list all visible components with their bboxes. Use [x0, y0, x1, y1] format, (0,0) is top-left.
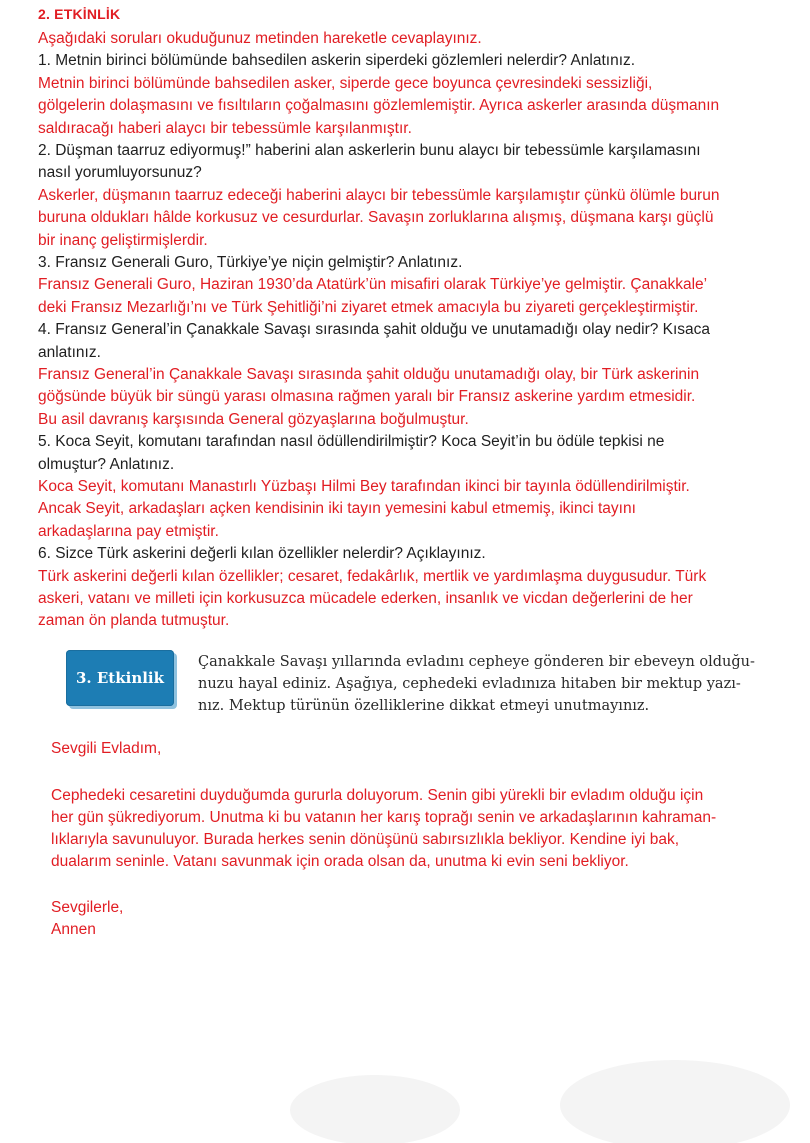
answer-line: gölgelerin dolaşmasını ve fısıltıların çoğalmasını gözlemlemiştir. Ayrıca askerler arasında düşmanın	[38, 97, 720, 115]
background-smudge	[290, 1075, 460, 1143]
answer-line: arkadaşlarına pay etmiştir.	[38, 522, 219, 540]
answer-line: Metnin birinci bölümünde bahsedilen asker, siperde gece boyunca çevresindeki sessizliği,	[38, 74, 653, 92]
answer-line: Bu asil davranış karşısında General gözyaşlarına boğulmuştur.	[38, 410, 469, 428]
letter-body-line: lıklarıyla savunuluyor. Burada herkes senin dönüşünü sabırsızlıkla bekliyor. Kendine iyi bak,	[51, 831, 680, 848]
question-line: 1. Metnin birinci bölümünde bahsedilen askerin siperdeki gözlemleri nelerdir? Anlatınız.	[38, 52, 636, 70]
activity-2-heading: 2. ETKİNLİK	[38, 6, 121, 22]
question-line: anlatınız.	[38, 343, 101, 361]
letter-body-line: Cephedeki cesaretini duyduğumda gururla doluyorum. Senin gibi yürekli bir evladım olduğu için	[51, 787, 704, 804]
answer-line: Türk askerini değerli kılan özellikler; cesaret, fedakârlık, mertlik ve yardımlaşma duygusudur. Türk	[38, 567, 707, 585]
question-line: 3. Fransız Generali Guro, Türkiye’ye niçin gelmiştir? Anlatınız.	[38, 254, 463, 271]
letter-closing: Sevgilerle,	[51, 899, 124, 916]
answer-line: Fransız General’in Çanakkale Savaşı sırasında şahit olduğu unutamadığı olay, bir Türk askerinin	[38, 366, 700, 383]
letter-body-line: dualarım seninle. Vatanı savunmak için orada olsan da, unutma ki evin seni bekliyor.	[51, 853, 629, 870]
answer-line: bir inanç geliştirmişlerdir.	[38, 231, 208, 249]
answer-line: Koca Seyit, komutanı Manastırlı Yüzbaşı Hilmi Bey tarafından ikinci bir tayınla ödüllendirilmiştir.	[38, 478, 690, 495]
answer-line: Ancak Seyit, arkadaşları açken kendisinin iki tayın yemesini kabul etmemiş, ikinci tayını	[38, 500, 636, 518]
letter-salutation: Sevgili Evladım,	[51, 740, 162, 757]
answer-line: deki Fransız Mezarlığı’nı ve Türk Şehitliği’ni ziyaret etmek amacıyla bu ziyareti gerçekleştirmiştir.	[38, 298, 699, 316]
answer-line: saldıracağı haberi alaycı bir tebessümle karşılanmıştır.	[38, 119, 412, 137]
question-line: nasıl yorumluyorsunuz?	[38, 164, 202, 182]
background-smudge	[560, 1060, 790, 1143]
activity-3-instruction-line: nız. Mektup türünün özelliklerine dikkat etmeyi unutmayınız.	[198, 698, 650, 714]
letter-signature: Annen	[51, 921, 96, 938]
question-line: 5. Koca Seyit, komutanı tarafından nasıl ödüllendirilmiştir? Koca Seyit’in bu ödüle tepkisi ne	[38, 433, 665, 451]
question-line: olmuştur? Anlatınız.	[38, 455, 175, 473]
question-line: 4. Fransız General’in Çanakkale Savaşı sırasında şahit olduğu ve unutamadığı olay nedir? Kısaca	[38, 321, 711, 339]
answer-line: askeri, vatanı ve milleti için korkusuzca mücadele ederken, insanlık ve vicdan değerlerini de her	[38, 590, 693, 607]
question-line: 6. Sizce Türk askerini değerli kılan özellikler nelerdir? Açıklayınız.	[38, 545, 486, 563]
answer-line: Aşağıdaki soruları okuduğunuz metinden hareketle cevaplayınız.	[38, 30, 482, 47]
answer-line: zaman ön planda tutmuştur.	[38, 612, 230, 630]
activity-3-instruction-line: nuzu hayal ediniz. Aşağıya, cephedeki evladınıza hitaben bir mektup yazı-	[198, 676, 741, 692]
answer-line: Askerler, düşmanın taarruz edeceği haberini alaycı bir tebessümle karşılamıştır çünkü ölümle burun	[38, 186, 720, 204]
activity-3-badge: 3. Etkinlik	[66, 650, 174, 706]
activity-3-instruction-line: Çanakkale Savaşı yıllarında evladını cepheye gönderen bir ebeveyn olduğu-	[198, 654, 755, 670]
question-line: 2. Düşman taarruz ediyormuş!” haberini alan askerlerin bunu alaycı bir tebessümle karşılamasını	[38, 142, 701, 159]
answer-line: göğsünde büyük bir süngü yarası olmasına rağmen yaralı bir Fransız askerine yardım etmesidir.	[38, 388, 696, 406]
answer-line: Fransız Generali Guro, Haziran 1930’da Atatürk’ün misafiri olarak Türkiye’ye gelmiştir. Çanakkale’	[38, 276, 708, 294]
letter-body-line: her gün şükrediyorum. Unutma ki bu vatanın her karış toprağı senin ve arkadaşlarının kahraman-	[51, 809, 717, 826]
answer-line: buruna oldukları hâlde korkusuz ve cesurdurlar. Savaşın zorluklarına alışmış, düşmana karşı güçlü	[38, 209, 714, 227]
